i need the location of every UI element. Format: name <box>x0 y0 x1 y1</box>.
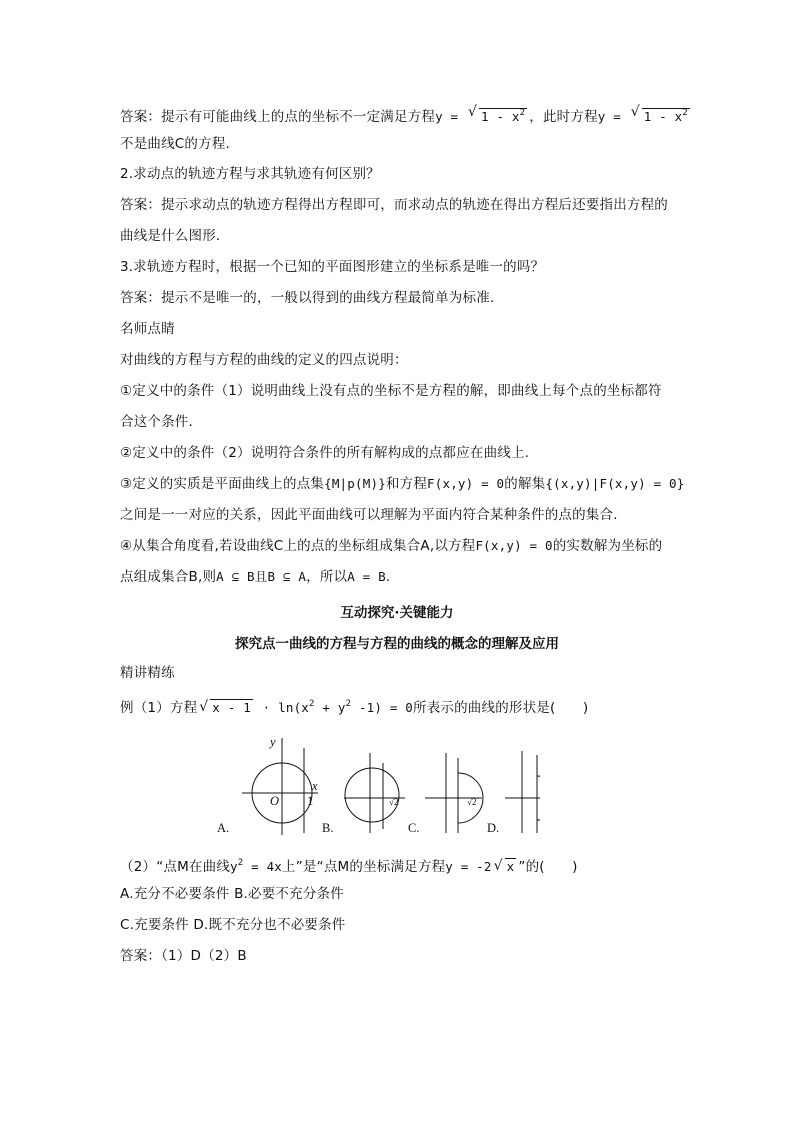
text-line: 曲线是什么图形. <box>120 228 221 244</box>
section-label: 精讲精练 <box>120 665 175 681</box>
text-line: 之间是一一对应的关系，因此平面曲线可以理解为平面内符合某种条件的点的集合. <box>120 507 618 523</box>
point-4: ④从集合角度看,若设曲线C上的点的坐标组成集合A,以方程F(x,y) = 0的实数解为坐标的 <box>120 538 663 554</box>
sqrt-expression: √ $1 - x^2$ <box>468 104 526 124</box>
section-label: 名师点睛 <box>120 321 175 337</box>
axis-y-label: y <box>270 735 276 749</box>
option-b-label: B. <box>322 821 334 835</box>
text-line: 合这个条件. <box>120 414 193 430</box>
point-1: ①定义中的条件（1）说明曲线上没有点的坐标不是方程的解，即曲线上每个点的坐标都符 <box>120 383 662 399</box>
option-c-label: C. <box>408 821 420 835</box>
choice-line: C.充要条件 D.既不充分也不必要条件 <box>120 917 346 933</box>
point-2: ②定义中的条件（2）说明符合条件的所有解构成的点都应在曲线上. <box>120 445 530 461</box>
question-2: 2.求动点的轨迹方程与求其轨迹有何区别？ <box>120 166 380 182</box>
origin-label: O <box>270 794 280 808</box>
example-1: 例（1）方程 √ $x - 1 \cdot \ln(x^2 + y^2$ -1) = 0所表示的曲线的形状是( ) <box>120 699 589 716</box>
point-3: ③定义的实质是平面曲线上的点集{M|p(M)}和方程F(x,y) = 0的解集{(x,y)|F(x,y) = 0} <box>120 476 685 492</box>
subsection-heading: 探究点一曲线的方程与方程的曲线的概念的理解及应用 <box>235 636 559 652</box>
answer-3: 答案：提示不是唯一的，一般以得到的曲线方程最简单为标准. <box>120 290 495 306</box>
answer-options-figure <box>120 733 540 838</box>
answer-line: 答案：（1）D（2）B <box>120 948 247 964</box>
text-line: 对曲线的方程与方程的曲线的定义的四点说明： <box>120 352 408 368</box>
axis-x-label: x <box>312 779 318 793</box>
option-a-label: A. <box>217 821 230 835</box>
choice-line: A.充分不必要条件 B.必要不充分条件 <box>120 886 344 902</box>
tick-root2-label: √2 <box>467 797 477 807</box>
answer-2: 答案：提示求动点的轨迹方程得出方程即可，而求动点的轨迹在得出方程后还要指出方程的 <box>120 197 668 213</box>
option-d-label: D. <box>487 821 500 835</box>
section-heading: 互动探究·关键能力 <box>340 605 454 621</box>
example-2: （2）“点M在曲线$y^2 = 4x$上”是“点M的坐标满足方程y = -2 √ x ”的( ) <box>120 858 578 875</box>
tick-root2-label: √2 <box>389 797 399 807</box>
question-3: 3.求轨迹方程时，根据一个已知的平面图形建立的坐标系是唯一的吗？ <box>120 259 545 275</box>
text-line: 不是曲线C的方程. <box>120 136 231 152</box>
sqrt-expression: √ $1 - x^2$ <box>630 104 688 124</box>
answer-1: 答案：提示有可能曲线上的点的坐标不一定满足方程y = √ $1 - x^2$ ，此时方程y = √ $1 - x^2$ <box>120 104 688 125</box>
text-line: 点组成集合B,则A ⊆ B且B ⊆ A，所以A = B. <box>120 569 391 585</box>
tick-one-label: 1 <box>307 794 314 808</box>
